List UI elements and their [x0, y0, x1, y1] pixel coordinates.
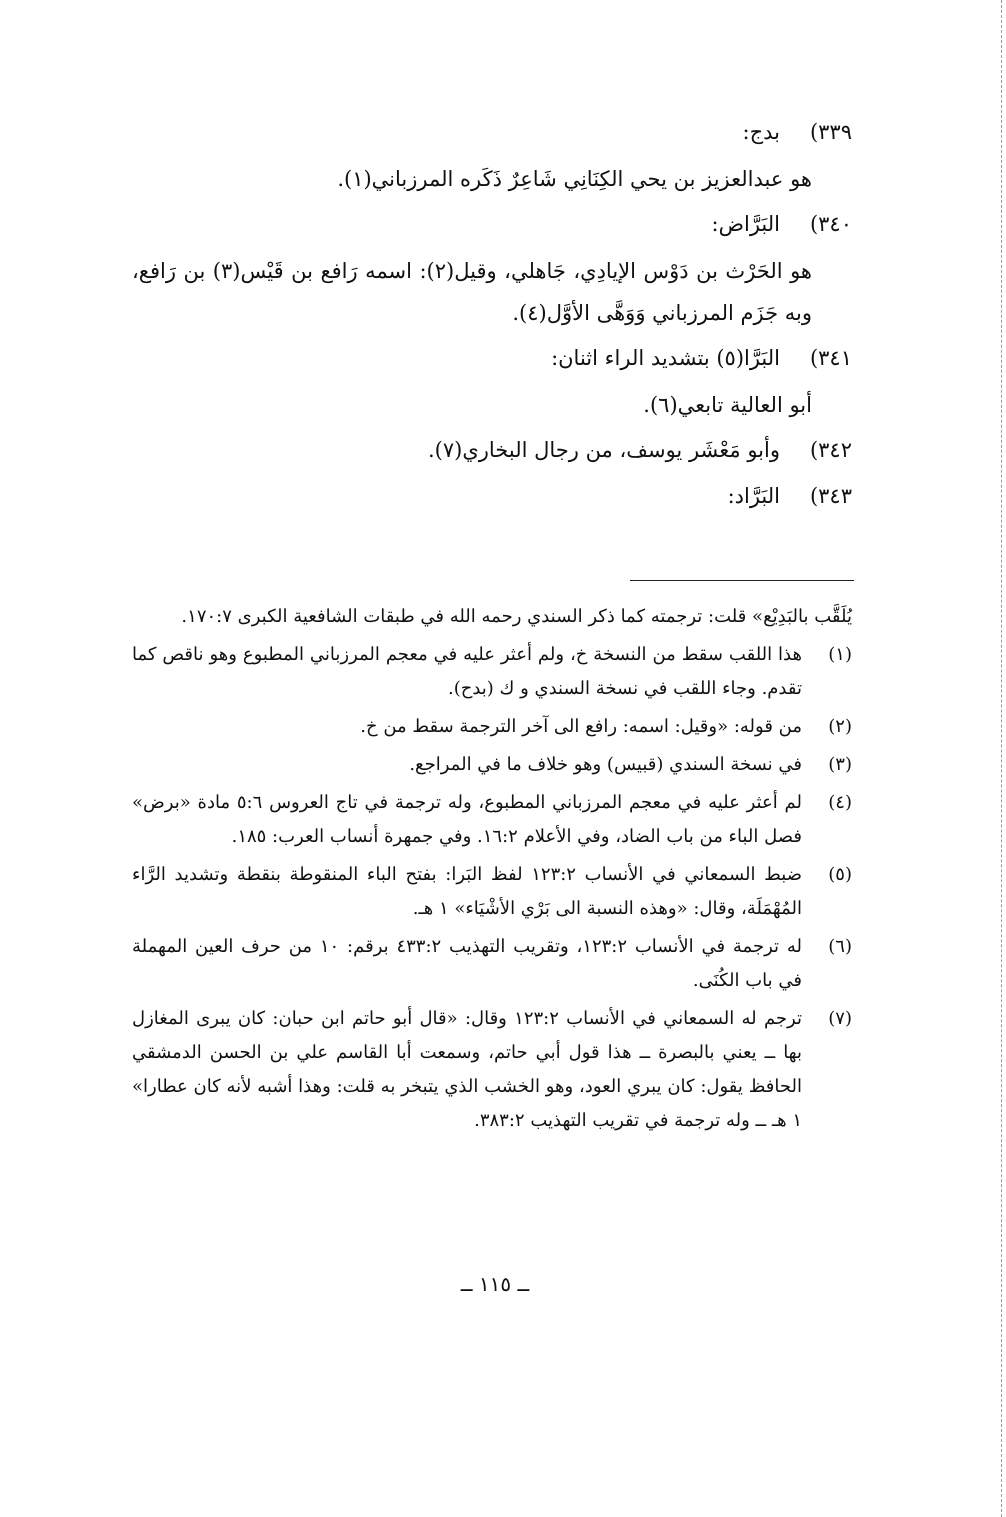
footnote-number: (٢): [828, 716, 852, 737]
footnote-number: (٣): [828, 754, 852, 775]
entry-heading: [132, 476, 852, 522]
entry-number: ٣٤٠): [809, 212, 852, 236]
entry-number: ٣٤٣): [809, 484, 852, 508]
entry-body: أبو العالية تابعي(٦).: [643, 393, 812, 417]
footnote-text: هذا اللقب سقط من النسخة خ، ولم أعثر عليه في معجم المرزباني المطبوع وهو ناقص كما تقدم. وجاء اللقب في نسخة السندي و ك (بدح).: [132, 644, 802, 699]
footnote-text: لم أعثر عليه في معجم المرزباني المطبوع، وله ترجمة في تاج العروس ٥:٦ مادة «برض» فصل الباء من باب الضاد، وفي الأعلام ١٦:٢. وفي جمهرة أنساب العرب: ١٨٥.: [132, 792, 802, 847]
footnotes: [132, 600, 852, 1142]
footnote-number: (٥): [828, 864, 852, 885]
footnote-divider: [630, 580, 854, 581]
footnote-text: ضبط السمعاني في الأنساب ١٢٣:٢ لفظ البَرا: بفتح الباء المنقوطة بنقطة وتشديد الرَّاء المُهْمَلَة، وقال: «وهذه النسبة الى بَرْي الأشْيَاء» ١ هـ.: [132, 864, 802, 919]
entry-title: البَرَّاد:: [727, 484, 780, 508]
footnote-number: (٤): [828, 792, 852, 813]
entry-number: ٣٣٩): [809, 120, 852, 144]
footnote-continuation: يُلَقَّب بالبَدِيْع» قلت: ترجمته كما ذكر السندي رحمه الله في طبقات الشافعية الكبرى ١٧٠:٧.: [181, 606, 852, 627]
entry-title: بدج:: [742, 120, 780, 144]
entry-body: هو عبدالعزيز بن يحي الكِنَانِي شَاعِرٌ ذَكَره المرزباني(١).: [337, 167, 812, 191]
entry-title: وأبو مَعْشَر يوسف، من رجال البخاري(٧).: [427, 438, 780, 462]
footnote-number: (٧): [828, 1008, 852, 1029]
footnote: [132, 930, 852, 998]
entry-heading: [132, 430, 852, 476]
page-number: ــ ١١٥ ــ: [460, 1272, 530, 1296]
footnote: [132, 748, 852, 782]
footnote-text: من قوله: «وقيل: اسمه: رافع الى آخر الترجمة سقط من خ.: [360, 716, 802, 737]
entry-body: هو الحَرْث بن دَوْس الإيادِي، جَاهلي، وقيل(٢): اسمه رَافع بن قَيْس(٣) بن رَافع، وبه جَزَم المرزباني وَوَهَّى الأوَّل(٤).: [132, 259, 813, 325]
entry-heading: [132, 204, 852, 250]
entry-title: البَرَّاض:: [711, 212, 780, 236]
scan-edge-line: [1001, 0, 1002, 1517]
footnote: [132, 638, 852, 706]
footnote: [132, 710, 852, 744]
main-text: [132, 112, 852, 522]
footnote: [132, 786, 852, 854]
footnote-number: (١): [828, 644, 852, 665]
footnote: [132, 858, 852, 926]
entry-number: ٣٤٢): [809, 438, 852, 462]
entry-heading: [132, 338, 852, 384]
entry-title: البَرَّا(٥) بتشديد الراء اثنان:: [551, 346, 780, 370]
footnote-text: في نسخة السندي (قبيس) وهو خلاف ما في المراجع.: [409, 754, 802, 775]
entry-heading: [132, 112, 852, 158]
footnote-number: (٦): [828, 936, 852, 957]
footnote-text: له ترجمة في الأنساب ١٢٣:٢، وتقريب التهذيب ٤٣٣:٢ برقم: ١٠ من حرف العين المهملة في باب الكُنَى.: [132, 936, 802, 991]
footnote-text: ترجم له السمعاني في الأنساب ١٢٣:٢ وقال: «قال أبو حاتم ابن حبان: كان يبرى المغازل بها ــ يعني بالبصرة ــ هذا قول أبي حاتم، وسمعت أبا القاسم علي بن الحسن الدمشقي الحافظ يقول: كان يبري العود، وهو الخشب الذي يتبخر به قلت: وهذا أشبه لأنه كان عطارا» ١ هـ ــ وله ترجمة في تقريب التهذيب ٣٨٣:٢.: [132, 1008, 802, 1131]
footnote: [132, 1002, 852, 1138]
entry-number: ٣٤١): [809, 346, 852, 370]
